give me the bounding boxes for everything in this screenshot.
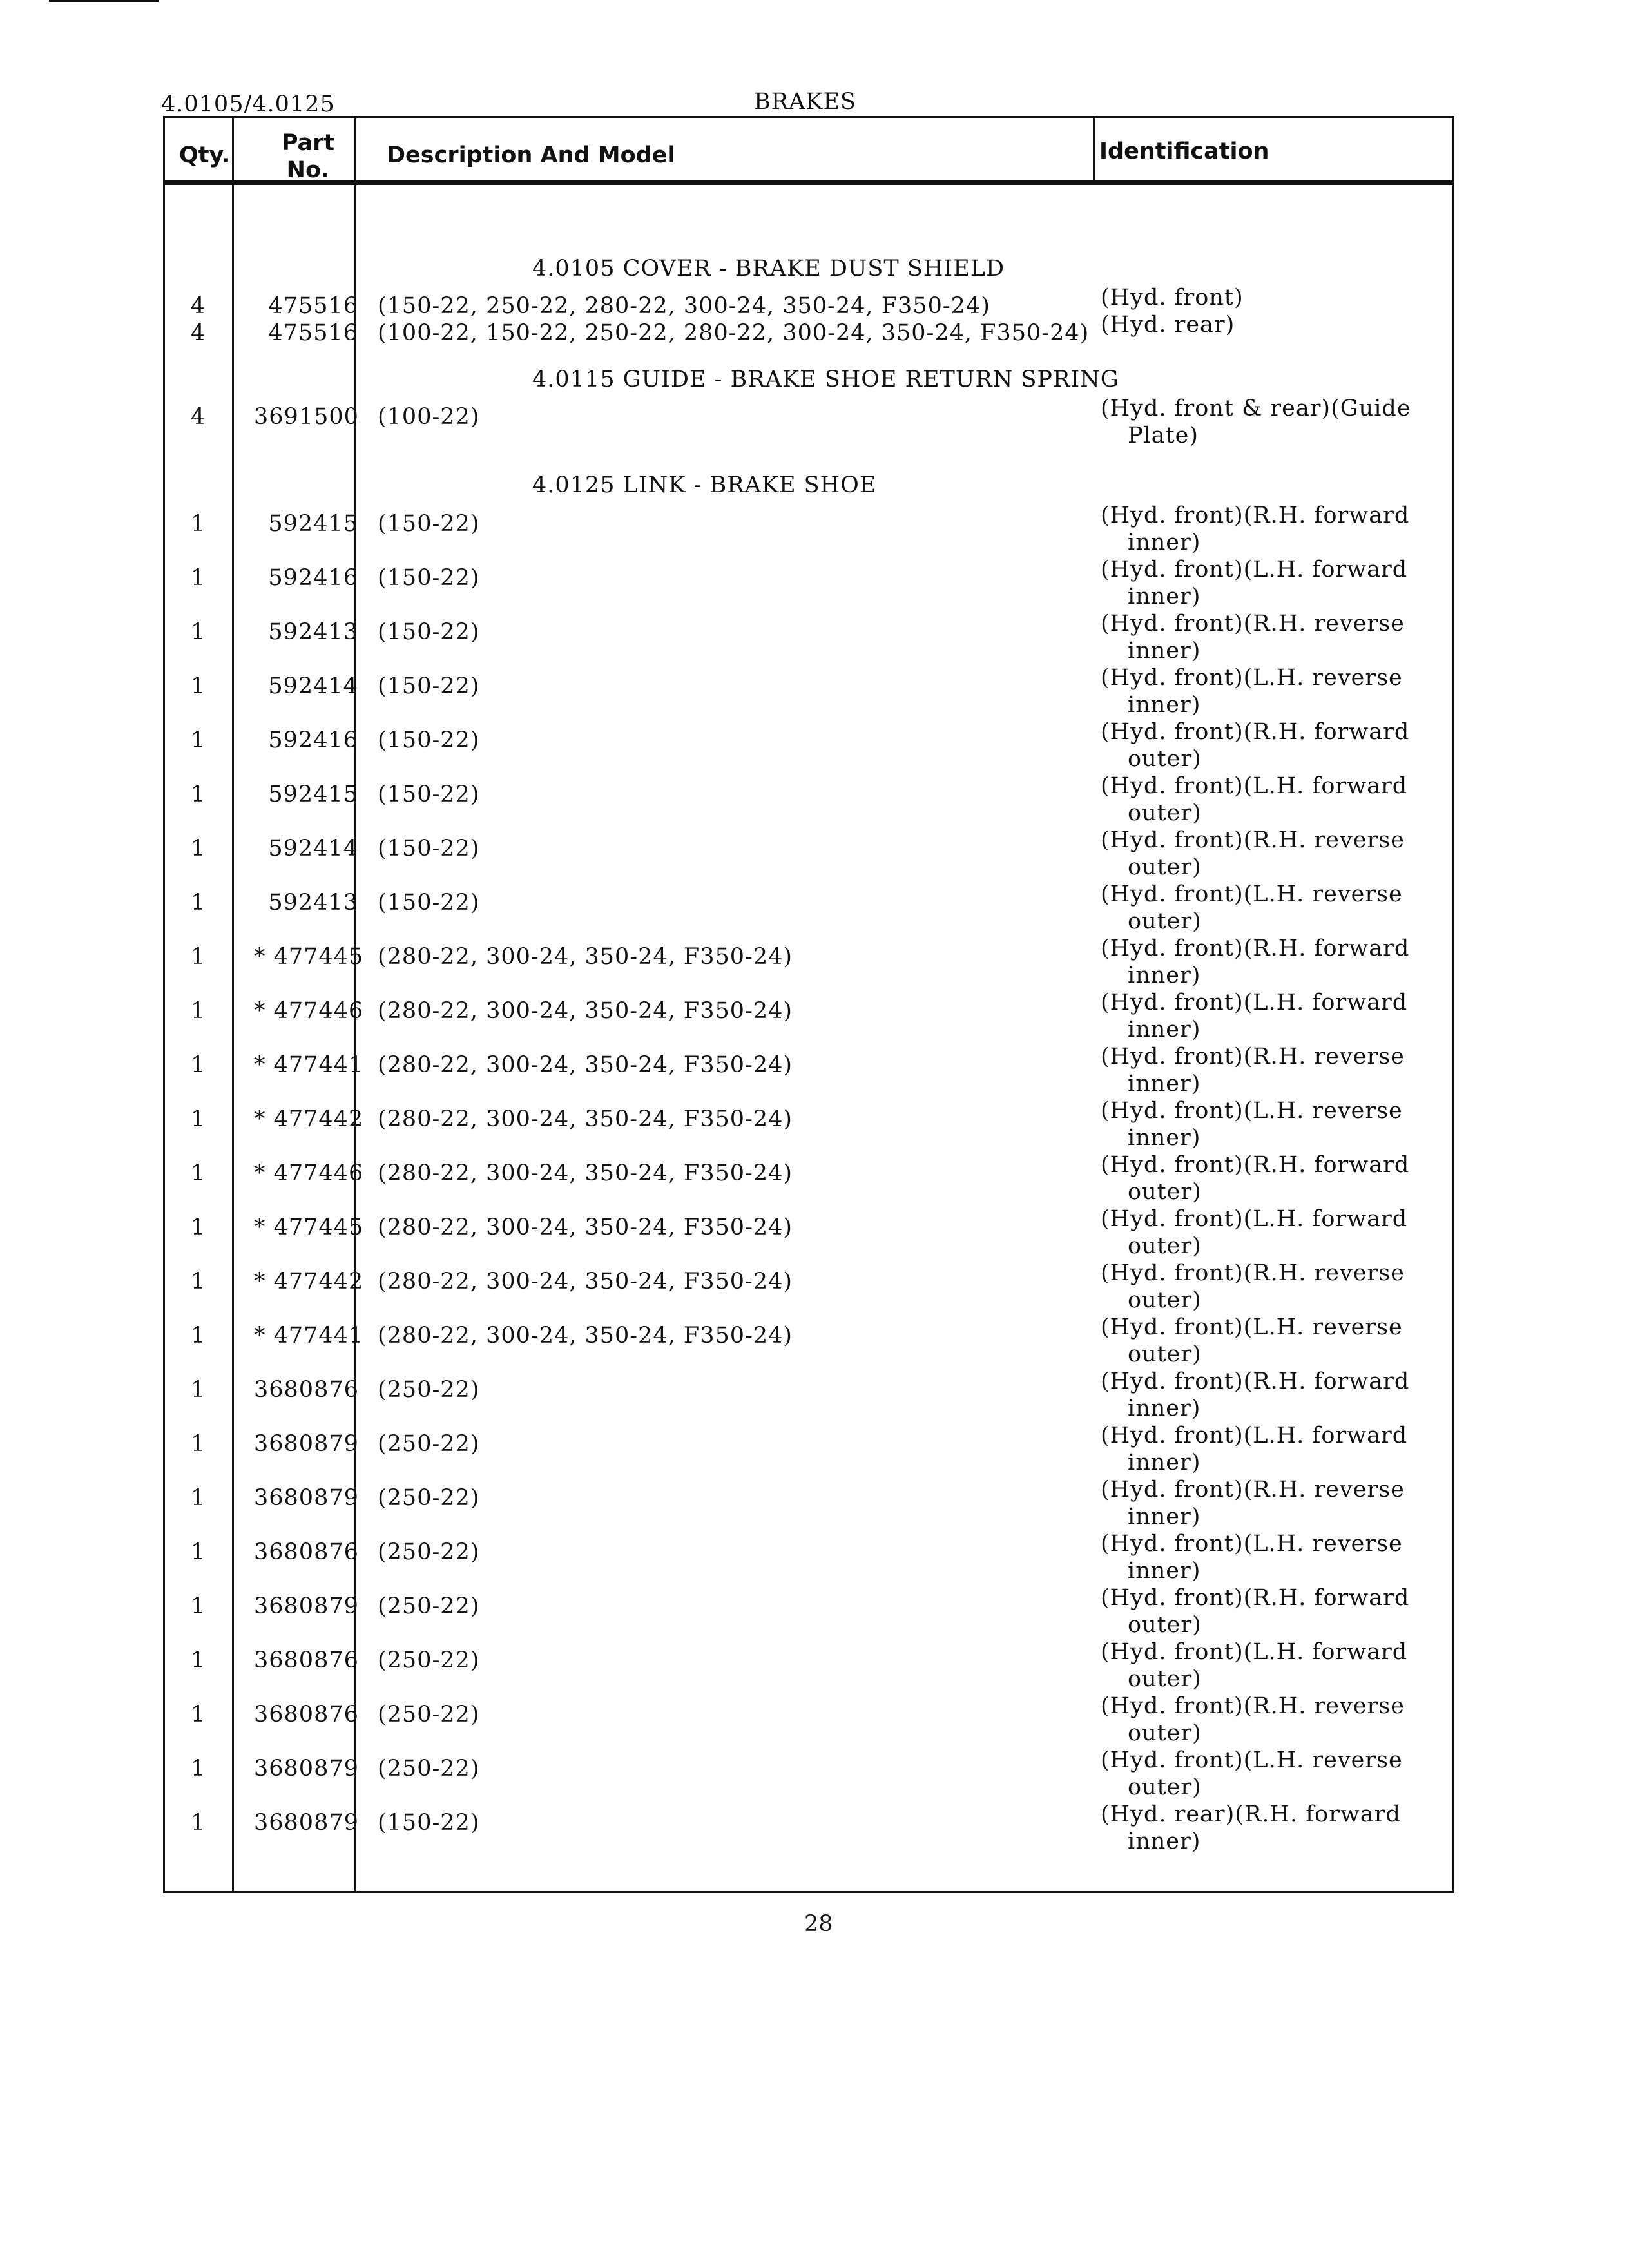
description-cell: (150-22)	[378, 727, 480, 753]
qty-cell: 1	[191, 1648, 206, 1673]
identification-line-2: outer)	[1128, 800, 1202, 826]
part-number-cell: 592413	[268, 619, 358, 645]
table-row	[165, 718, 1452, 773]
part-number-cell: * 477441	[254, 1323, 364, 1349]
identification-line-1: (Hyd. front)(R.H. reverse	[1101, 1044, 1405, 1070]
parts-table	[163, 116, 1454, 1893]
qty-cell: 1	[191, 1052, 206, 1078]
description-cell: (100-22)	[378, 404, 480, 430]
identification-cell	[1101, 1097, 1403, 1151]
qty-cell: 1	[191, 673, 206, 699]
identification-cell	[1101, 1260, 1405, 1314]
table-row	[165, 935, 1452, 989]
qty-cell: 1	[191, 998, 206, 1024]
qty-cell: 1	[191, 1810, 206, 1836]
identification-cell	[1101, 1314, 1403, 1368]
table-header	[165, 118, 1452, 185]
identification-cell	[1101, 1368, 1409, 1422]
description-cell: (280-22, 300-24, 350-24, F350-24)	[378, 1160, 793, 1186]
identification-line-1: (Hyd. front)(R.H. forward	[1101, 1369, 1410, 1394]
identification-line-2: outer)	[1128, 908, 1202, 934]
identification-line-1: (Hyd. front & rear)(Guide	[1101, 396, 1411, 421]
identification-line-2: outer)	[1128, 1720, 1202, 1746]
identification-cell	[1101, 1530, 1403, 1584]
identification-line-2: inner)	[1128, 1558, 1201, 1584]
qty-cell: 1	[191, 1215, 206, 1240]
identification-line-1: (Hyd. front)(L.H. forward	[1101, 1639, 1408, 1665]
section-heading: 4.0125 LINK - BRAKE SHOE	[532, 472, 877, 498]
identification-line-2: inner)	[1128, 963, 1201, 988]
identification-line-1: (Hyd. front)(R.H. forward	[1101, 1585, 1410, 1611]
identification-cell	[1101, 1476, 1405, 1530]
identification-cell	[1101, 1584, 1409, 1639]
description-cell: (150-22)	[378, 836, 480, 861]
identification-line-2: outer)	[1128, 1612, 1202, 1638]
identification-cell	[1101, 1206, 1407, 1260]
identification-line-2: inner)	[1128, 1829, 1201, 1854]
part-number-cell: * 477445	[254, 1215, 364, 1240]
identification-line-2: outer)	[1128, 854, 1202, 880]
part-number-cell: 3680879	[254, 1593, 359, 1619]
identification-cell	[1101, 1693, 1405, 1747]
table-row	[165, 1151, 1452, 1206]
identification-cell	[1101, 935, 1409, 989]
part-number-cell: 3680879	[254, 1756, 359, 1782]
description-cell: (150-22)	[378, 619, 480, 645]
part-number-cell: * 477446	[254, 998, 364, 1024]
identification-line-2: inner)	[1128, 1125, 1201, 1151]
table-row	[165, 1639, 1452, 1693]
part-number-cell: 475516	[268, 293, 358, 319]
description-cell: (280-22, 300-24, 350-24, F350-24)	[378, 1323, 793, 1349]
part-number-cell: 3680876	[254, 1702, 359, 1727]
part-number-cell: * 477446	[254, 1160, 364, 1186]
header-part-no: Part No.	[281, 130, 335, 183]
identification-line-1: (Hyd. front)(R.H. forward	[1101, 1152, 1410, 1178]
top-rule	[49, 0, 159, 2]
identification-cell	[1101, 311, 1235, 338]
part-number-cell: 592416	[268, 727, 358, 753]
identification-line-1: (Hyd. front)(L.H. forward	[1101, 1423, 1408, 1448]
identification-line-1: (Hyd. front)(L.H. reverse	[1101, 1747, 1403, 1773]
description-cell: (100-22, 150-22, 250-22, 280-22, 300-24, 350-24, F350-24)	[378, 320, 1090, 346]
identification-line-2: outer)	[1128, 1341, 1202, 1367]
table-row	[165, 610, 1452, 664]
description-cell: (280-22, 300-24, 350-24, F350-24)	[378, 1215, 793, 1240]
qty-cell: 1	[191, 836, 206, 861]
identification-cell	[1101, 284, 1244, 311]
description-cell: (280-22, 300-24, 350-24, F350-24)	[378, 998, 793, 1024]
identification-line-2: inner)	[1128, 1450, 1201, 1475]
description-cell: (150-22)	[378, 890, 480, 916]
identification-line-2: inner)	[1128, 692, 1201, 718]
description-cell: (250-22)	[378, 1377, 480, 1403]
part-number-cell: 3680876	[254, 1648, 359, 1673]
identification-line-1: (Hyd. rear)(R.H. forward	[1101, 1802, 1401, 1827]
part-number-cell: 3680879	[254, 1810, 359, 1836]
qty-cell: 1	[191, 1269, 206, 1294]
identification-line-2: inner)	[1128, 530, 1201, 555]
part-number-cell: 592414	[268, 673, 358, 699]
identification-cell	[1101, 1151, 1409, 1206]
identification-cell	[1101, 989, 1407, 1043]
qty-cell: 1	[191, 1756, 206, 1782]
identification-cell	[1101, 1422, 1407, 1476]
header-description: Description And Model	[387, 142, 675, 168]
table-row	[165, 502, 1452, 556]
description-cell: (150-22)	[378, 565, 480, 591]
page-number: 28	[804, 1911, 833, 1937]
identification-line-2: inner)	[1128, 1396, 1201, 1421]
part-number-cell: 3680876	[254, 1539, 359, 1565]
table-row	[165, 1422, 1452, 1476]
identification-line-1: (Hyd. front)(R.H. reverse	[1101, 1477, 1405, 1503]
table-row	[165, 1368, 1452, 1422]
part-number-cell: 592415	[268, 511, 358, 537]
identification-line-2: outer)	[1128, 1666, 1202, 1692]
identification-line-1: (Hyd. front)(R.H. reverse	[1101, 1260, 1405, 1286]
identification-line-2: Plate)	[1128, 423, 1199, 448]
qty-cell: 1	[191, 782, 206, 807]
identification-cell	[1101, 502, 1409, 556]
part-number-cell: 592415	[268, 782, 358, 807]
description-cell: (280-22, 300-24, 350-24, F350-24)	[378, 1106, 793, 1132]
identification-cell	[1101, 556, 1407, 610]
table-row	[165, 1206, 1452, 1260]
table-row	[165, 395, 1452, 449]
identification-line-1: (Hyd. front)(R.H. reverse	[1101, 611, 1405, 637]
identification-cell	[1101, 881, 1403, 935]
section-heading: 4.0115 GUIDE - BRAKE SHOE RETURN SPRING	[532, 367, 1119, 392]
table-row	[165, 556, 1452, 610]
identification-line-2: outer)	[1128, 746, 1202, 772]
qty-cell: 4	[191, 293, 206, 319]
table-row	[165, 1801, 1452, 1855]
qty-cell: 1	[191, 1160, 206, 1186]
identification-line-1: (Hyd. front)(L.H. forward	[1101, 1206, 1408, 1232]
identification-line-2: outer)	[1128, 1179, 1202, 1205]
qty-cell: 1	[191, 1485, 206, 1511]
identification-line-2: inner)	[1128, 1504, 1201, 1530]
table-row	[165, 827, 1452, 881]
table-row	[165, 881, 1452, 935]
table-row	[165, 1043, 1452, 1097]
part-number-cell: * 477441	[254, 1052, 364, 1078]
section-heading: 4.0105 COVER - BRAKE DUST SHIELD	[532, 256, 1005, 282]
table-row	[165, 1260, 1452, 1314]
qty-cell: 1	[191, 1106, 206, 1132]
description-cell: (150-22)	[378, 673, 480, 699]
identification-line-2: outer)	[1128, 1287, 1202, 1313]
table-row	[165, 1584, 1452, 1639]
identification-cell	[1101, 1043, 1405, 1097]
identification-cell	[1101, 1747, 1403, 1801]
identification-line-2: inner)	[1128, 1017, 1201, 1043]
qty-cell: 1	[191, 890, 206, 916]
identification-line-1: (Hyd. front)(L.H. reverse	[1101, 1314, 1403, 1340]
qty-cell: 1	[191, 1539, 206, 1565]
description-cell: (250-22)	[378, 1756, 480, 1782]
identification-line-1: (Hyd. front)(L.H. reverse	[1101, 1531, 1403, 1557]
description-cell: (250-22)	[378, 1702, 480, 1727]
identification-line-1: (Hyd. front)(R.H. reverse	[1101, 827, 1405, 853]
part-number-cell: 3691500	[254, 404, 359, 430]
qty-cell: 1	[191, 1431, 206, 1457]
part-number-cell: 592413	[268, 890, 358, 916]
qty-cell: 1	[191, 1702, 206, 1727]
identification-line-1: (Hyd. front)(L.H. reverse	[1101, 665, 1403, 691]
part-number-cell: 3680879	[254, 1485, 359, 1511]
section-code: 4.0105/4.0125	[161, 91, 335, 117]
qty-cell: 1	[191, 727, 206, 753]
identification-line-1: (Hyd. front)(R.H. forward	[1101, 719, 1410, 745]
part-number-cell: * 477442	[254, 1269, 364, 1294]
identification-line-1: (Hyd. front)(L.H. forward	[1101, 773, 1408, 799]
table-row	[165, 1747, 1452, 1801]
identification-line-1: (Hyd. front)(R.H. reverse	[1101, 1693, 1405, 1719]
qty-cell: 1	[191, 1593, 206, 1619]
qty-cell: 1	[191, 565, 206, 591]
description-cell: (150-22, 250-22, 280-22, 300-24, 350-24, F350-24)	[378, 293, 990, 319]
description-cell: (150-22)	[378, 782, 480, 807]
identification-line-1: (Hyd. front)(L.H. forward	[1101, 990, 1408, 1015]
identification-line-1: (Hyd. front)(L.H. reverse	[1101, 1098, 1403, 1124]
identification-line-1: (Hyd. front)	[1101, 285, 1244, 311]
description-cell: (280-22, 300-24, 350-24, F350-24)	[378, 944, 793, 970]
table-row	[165, 1693, 1452, 1747]
qty-cell: 4	[191, 404, 206, 430]
part-number-cell: * 477442	[254, 1106, 364, 1132]
qty-cell: 1	[191, 1323, 206, 1349]
table-row	[165, 1097, 1452, 1151]
description-cell: (250-22)	[378, 1648, 480, 1673]
identification-cell	[1101, 664, 1403, 718]
description-cell: (250-22)	[378, 1485, 480, 1511]
table-row	[165, 311, 1452, 365]
identification-cell	[1101, 610, 1405, 664]
identification-line-2: outer)	[1128, 1233, 1202, 1259]
table-row	[165, 773, 1452, 827]
identification-line-1: (Hyd. front)(L.H. forward	[1101, 557, 1408, 582]
table-row	[165, 664, 1452, 718]
part-number-cell: 3680879	[254, 1431, 359, 1457]
identification-line-1: (Hyd. front)(R.H. forward	[1101, 936, 1410, 961]
table-row	[165, 989, 1452, 1043]
qty-cell: 4	[191, 320, 206, 346]
identification-line-1: (Hyd. rear)	[1101, 312, 1235, 338]
identification-line-1: (Hyd. front)(R.H. forward	[1101, 503, 1410, 528]
identification-cell	[1101, 827, 1405, 881]
qty-cell: 1	[191, 1377, 206, 1403]
identification-line-2: inner)	[1128, 638, 1201, 664]
identification-line-2: inner)	[1128, 1071, 1201, 1097]
part-number-cell: 475516	[268, 320, 358, 346]
qty-cell: 1	[191, 944, 206, 970]
description-cell: (250-22)	[378, 1593, 480, 1619]
part-number-cell: 3680876	[254, 1377, 359, 1403]
page-title: BRAKES	[754, 89, 857, 115]
part-number-cell: 592414	[268, 836, 358, 861]
description-cell: (250-22)	[378, 1539, 480, 1565]
table-row	[165, 1476, 1452, 1530]
identification-line-1: (Hyd. front)(L.H. reverse	[1101, 881, 1403, 907]
description-cell: (150-22)	[378, 1810, 480, 1836]
identification-line-2: inner)	[1128, 584, 1201, 610]
identification-cell	[1101, 1801, 1401, 1855]
table-row	[165, 1530, 1452, 1584]
header-qty: Qty.	[179, 142, 231, 168]
description-cell: (280-22, 300-24, 350-24, F350-24)	[378, 1269, 793, 1294]
qty-cell: 1	[191, 511, 206, 537]
qty-cell: 1	[191, 619, 206, 645]
description-cell: (250-22)	[378, 1431, 480, 1457]
table-row	[165, 1314, 1452, 1368]
identification-line-2: outer)	[1128, 1774, 1202, 1800]
identification-cell	[1101, 395, 1411, 449]
identification-cell	[1101, 718, 1409, 773]
description-cell: (280-22, 300-24, 350-24, F350-24)	[378, 1052, 793, 1078]
header-identification: Identification	[1099, 139, 1269, 164]
identification-cell	[1101, 773, 1407, 827]
description-cell: (150-22)	[378, 511, 480, 537]
identification-cell	[1101, 1639, 1407, 1693]
part-number-cell: 592416	[268, 565, 358, 591]
part-number-cell: * 477445	[254, 944, 364, 970]
